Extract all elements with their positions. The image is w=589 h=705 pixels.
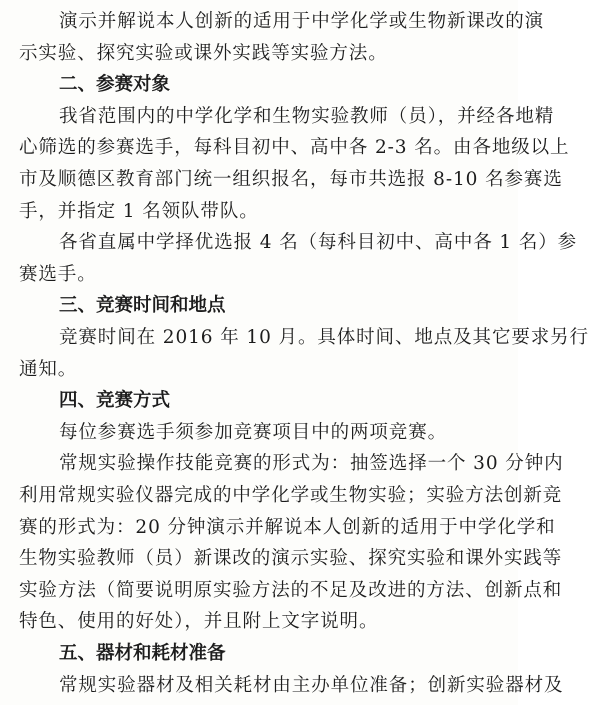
section-heading: 二、参赛对象 (59, 74, 171, 96)
paragraph-continuation-line: 通知。 (19, 358, 78, 380)
paragraph-first-line: 常规实验器材及相关耗材由主办单位准备；创新实验器材及 (59, 674, 564, 696)
paragraph-continuation-line: 心筛选的参赛选手，每科目初中、高中各 2-3 名。由各地级以上 (19, 137, 570, 159)
paragraph-continuation-line: 利用常规实验仪器完成的中学化学或生物实验；实验方法创新竞 (19, 485, 563, 506)
section-heading: 三、竞赛时间和地点 (59, 295, 226, 317)
paragraph-continuation-line: 生物实验教师（员）新课改的演示实验、探究实验和课外实践等 (19, 548, 563, 570)
paragraph-continuation-line: 特色、使用的好处），并且附上文字说明。 (19, 611, 379, 633)
paragraph-continuation-line: 实验方法（简要说明原实验方法的不足及改进的方法、创新点和 (19, 579, 563, 601)
paragraph-continuation-line: 赛的形式为：20 分钟演示并解说本人创新的适用于中学化学和 (19, 516, 556, 538)
section-heading: 五、器材和耗材准备 (59, 643, 226, 664)
paragraph-first-line: 我省范围内的中学化学和生物实验教师（员），并经各地精 (59, 105, 555, 127)
paragraph-first-line: 竞赛时间在 2016 年 10 月。具体时间、地点及其它要求另行 (59, 327, 589, 348)
paragraph-first-line: 各省直属中学择优选报 4 名（每科目初中、高中各 1 名）参 (59, 232, 578, 254)
paragraph-continuation-line: 示实验、探究实验或课外实践等实验方法。 (19, 42, 388, 64)
paragraph-continuation-line: 赛选手。 (19, 263, 97, 285)
paragraph-first-line: 常规实验操作技能竞赛的形式为：抽签选择一个 30 分钟内 (59, 453, 564, 475)
section-heading: 四、竞赛方式 (59, 390, 171, 412)
paragraph-continuation-line: 手，并指定 1 名领队带队。 (19, 200, 259, 222)
paragraph-first-line: 每位参赛选手须参加竞赛项目中的两项竞赛。 (59, 421, 448, 443)
paragraph-continuation-line: 市及顺德区教育部门统一组织报名，每市共选报 8-10 名参赛选 (19, 169, 563, 190)
paragraph-first-line: 演示并解说本人创新的适用于中学化学或生物新课改的演 (59, 11, 545, 32)
